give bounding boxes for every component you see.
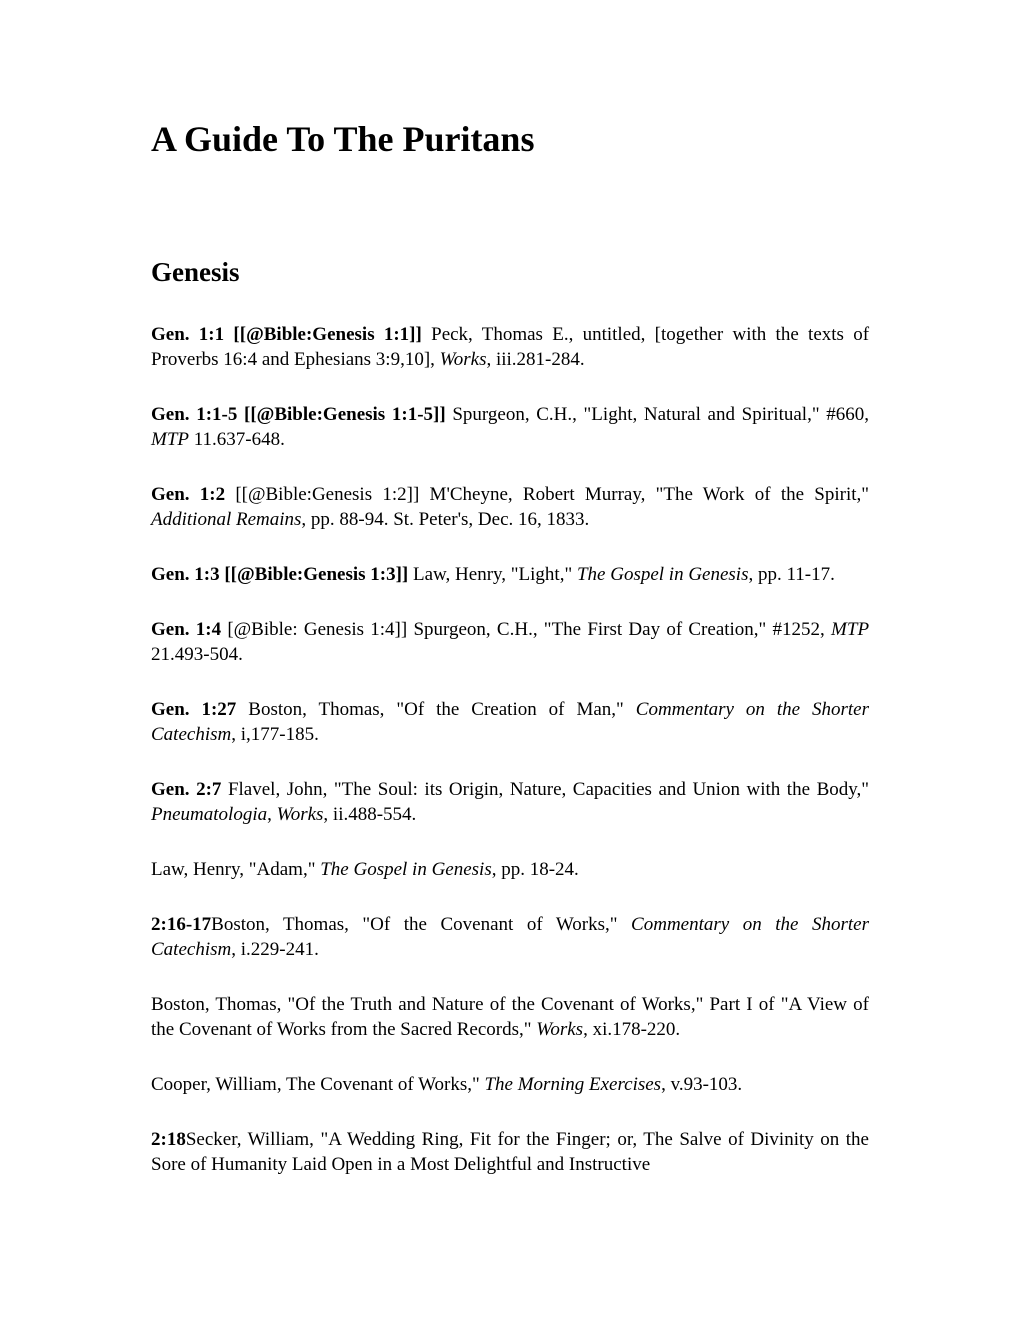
list-item [151,912,869,962]
list-item [151,857,869,882]
citation-text: Law, Henry, "Light," [413,564,577,585]
citation-text: M'Cheyne, Robert Murray, "The Work of the Spirit," [429,484,870,505]
verse-reference: Gen. 1:2 [151,484,226,505]
citation-tail: , iii.281-284. [486,349,585,370]
citation-tail: , ii.488-554. [323,804,417,825]
document-title: A Guide To The Puritans [151,119,535,159]
citation-text: Peck, Thomas E., untitled, [together with the texts of Proverbs 16:4 and Ephesians 3:9,10], [151,324,870,370]
citation-tail: , pp. 18-24. [491,859,579,880]
citation-tail: 11.637-648. [189,429,285,450]
citation-tail: , xi.178-220. [583,1019,681,1040]
citation-tail: , i.229-241. [231,939,319,960]
bible-tag: [[@Bible:Genesis 1:1-5]] [244,404,446,425]
verse-reference: 2:18 [151,1129,186,1150]
verse-reference: Gen. 2:7 [151,779,222,800]
work-title: Works [439,349,487,370]
verse-reference: Gen. 1:4 [151,619,222,640]
citation-separator: , [267,804,277,825]
verse-reference: Gen. 1:3 [151,564,220,585]
list-item [151,1127,869,1177]
verse-reference: 2:16-17 [151,914,212,935]
work-title: The Gospel in Genesis [320,859,492,880]
work-title: MTP [151,429,189,450]
work-title: MTP [831,619,870,640]
work-title: Commentary on the Shorter Catechism [151,914,870,960]
work-title: Pneumatologia [151,804,268,825]
bible-tag: [@Bible: Genesis 1:4]] [227,619,408,640]
citation-text: Law, Henry, "Adam," [151,859,321,880]
list-item [151,562,869,587]
list-item [151,402,869,452]
bible-tag: [[@Bible:Genesis 1:1]] [233,324,422,345]
list-item [151,322,869,372]
list-item [151,1072,869,1097]
citation-text: Flavel, John, "The Soul: its Origin, Nature, Capacities and Union with the Body," [227,779,870,800]
citation-tail: , pp. 11-17. [748,564,835,585]
citation-text: Boston, Thomas, "Of the Creation of Man," [248,699,636,720]
list-item [151,777,869,827]
verse-reference: Gen. 1:27 [151,699,237,720]
work-title: Commentary on the Shorter Catechism [151,699,869,745]
citation-text: Cooper, William, The Covenant of Works," [151,1074,485,1095]
list-item [151,617,869,667]
verse-reference: Gen. 1:1 [151,324,225,345]
citation-text: Secker, William, "A Wedding Ring, Fit for the Finger; or, The Salve of Divinity on the Sore of Humanity Laid Open in a Most Delightful and Instructive [151,1129,869,1175]
citation-text: Spurgeon, C.H., "Light, Natural and Spiritual," #660, [452,404,869,425]
citation-tail: , i,177-185. [231,724,319,745]
bible-tag: [[@Bible:Genesis 1:3]] [224,564,409,585]
bible-tag: [[@Bible:Genesis 1:2]] [235,484,420,505]
work-title: The Morning Exercises [484,1074,662,1095]
work-title: Works [536,1019,584,1040]
entries-list [151,322,869,1207]
work-title: Additional Remains [151,509,302,530]
citation-tail: , pp. 88-94. St. Peter's, Dec. 16, 1833. [301,509,590,530]
list-item [151,482,869,532]
citation-tail: 21.493-504. [151,644,243,665]
verse-reference: Gen. 1:1-5 [151,404,238,425]
citation-tail: , v.93-103. [661,1074,743,1095]
section-heading-genesis: Genesis [151,257,240,287]
work-title-secondary: Works [276,804,324,825]
work-title: The Gospel in Genesis [576,564,749,585]
citation-text: Spurgeon, C.H., "The First Day of Creation," #1252, [413,619,832,640]
list-item [151,697,869,747]
list-item [151,992,869,1042]
citation-text: Boston, Thomas, "Of the Truth and Nature of the Covenant of Works," Part I of "A View of the Covenant of Works from the Sacred Records," [151,994,869,1040]
citation-text: Boston, Thomas, "Of the Covenant of Works," [211,914,632,935]
